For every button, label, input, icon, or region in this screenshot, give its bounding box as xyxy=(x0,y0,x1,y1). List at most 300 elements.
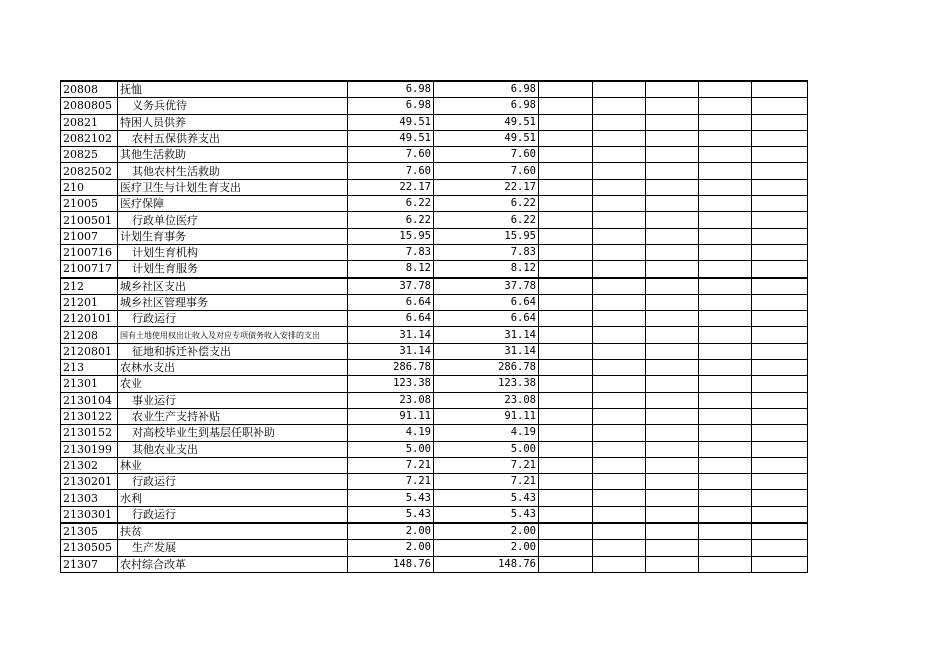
empty-cell[interactable] xyxy=(646,506,699,523)
empty-cell[interactable] xyxy=(593,327,646,343)
empty-cell[interactable] xyxy=(699,278,752,295)
empty-cell[interactable] xyxy=(752,81,808,98)
amount-total-cell[interactable]: 91.11 xyxy=(348,408,434,424)
empty-cell[interactable] xyxy=(539,540,593,556)
empty-cell[interactable] xyxy=(539,130,593,146)
empty-cell[interactable] xyxy=(593,474,646,490)
empty-cell[interactable] xyxy=(593,311,646,327)
empty-cell[interactable] xyxy=(593,425,646,441)
empty-cell[interactable] xyxy=(752,147,808,163)
empty-cell[interactable] xyxy=(539,474,593,490)
table-row xyxy=(61,490,808,506)
table-row xyxy=(61,441,808,457)
account-code-cell[interactable]: 20821 xyxy=(61,114,118,130)
amount-total-cell[interactable]: 6.22 xyxy=(348,196,434,212)
empty-cell[interactable] xyxy=(699,343,752,359)
empty-cell[interactable] xyxy=(699,408,752,424)
empty-cell[interactable] xyxy=(752,228,808,244)
account-code-cell[interactable]: 2120801 xyxy=(61,343,118,359)
empty-cell[interactable] xyxy=(646,196,699,212)
table-row xyxy=(61,244,808,260)
account-code-cell[interactable]: 21307 xyxy=(61,556,118,572)
empty-cell[interactable] xyxy=(646,457,699,473)
empty-cell[interactable] xyxy=(699,163,752,179)
empty-cell[interactable] xyxy=(646,327,699,343)
amount-total-cell[interactable]: 2.00 xyxy=(348,540,434,556)
empty-cell[interactable] xyxy=(699,392,752,408)
table-row xyxy=(61,196,808,212)
account-code-cell[interactable]: 210 xyxy=(61,179,118,195)
empty-cell[interactable] xyxy=(646,523,699,540)
account-name-cell[interactable]: 计划生育事务 xyxy=(118,228,348,244)
empty-cell[interactable] xyxy=(752,327,808,343)
empty-cell[interactable] xyxy=(752,408,808,424)
account-code-cell[interactable]: 2130104 xyxy=(61,392,118,408)
empty-cell[interactable] xyxy=(752,556,808,572)
amount-budget-cell[interactable]: 5.43 xyxy=(434,506,539,523)
empty-cell[interactable] xyxy=(593,114,646,130)
empty-cell[interactable] xyxy=(539,441,593,457)
empty-cell[interactable] xyxy=(752,474,808,490)
amount-budget-cell[interactable]: 6.64 xyxy=(434,294,539,310)
empty-cell[interactable] xyxy=(593,408,646,424)
account-code-cell[interactable]: 20825 xyxy=(61,147,118,163)
account-name-cell[interactable]: 农林水支出 xyxy=(118,360,348,376)
amount-total-cell[interactable]: 7.60 xyxy=(348,147,434,163)
account-code-cell[interactable]: 2120101 xyxy=(61,311,118,327)
amount-budget-cell[interactable]: 7.21 xyxy=(434,474,539,490)
table-row xyxy=(61,474,808,490)
account-name-cell[interactable]: 农村五保供养支出 xyxy=(118,130,348,146)
amount-total-cell[interactable]: 22.17 xyxy=(348,179,434,195)
empty-cell[interactable] xyxy=(752,343,808,359)
amount-budget-cell[interactable]: 286.78 xyxy=(434,360,539,376)
empty-cell[interactable] xyxy=(593,179,646,195)
amount-total-cell[interactable]: 286.78 xyxy=(348,360,434,376)
amount-budget-cell[interactable]: 148.76 xyxy=(434,556,539,572)
empty-cell[interactable] xyxy=(699,130,752,146)
table-row xyxy=(61,212,808,228)
amount-budget-cell[interactable]: 123.38 xyxy=(434,376,539,392)
empty-cell[interactable] xyxy=(646,294,699,310)
table-row xyxy=(61,457,808,473)
table-row xyxy=(61,294,808,310)
empty-cell[interactable] xyxy=(699,244,752,260)
empty-cell[interactable] xyxy=(646,98,699,114)
account-code-cell[interactable]: 2130122 xyxy=(61,408,118,424)
empty-cell[interactable] xyxy=(752,457,808,473)
account-code-cell[interactable]: 2082102 xyxy=(61,130,118,146)
amount-total-cell[interactable]: 123.38 xyxy=(348,376,434,392)
account-name-cell[interactable]: 抚恤 xyxy=(118,81,348,98)
empty-cell[interactable] xyxy=(593,130,646,146)
empty-cell[interactable] xyxy=(593,244,646,260)
amount-total-cell[interactable]: 49.51 xyxy=(348,114,434,130)
account-code-cell[interactable]: 21208 xyxy=(61,327,118,343)
empty-cell[interactable] xyxy=(593,457,646,473)
empty-cell[interactable] xyxy=(646,556,699,572)
account-name-cell[interactable]: 特困人员供养 xyxy=(118,114,348,130)
amount-total-cell[interactable]: 148.76 xyxy=(348,556,434,572)
empty-cell[interactable] xyxy=(593,163,646,179)
amount-budget-cell[interactable]: 2.00 xyxy=(434,540,539,556)
amount-budget-cell[interactable]: 6.22 xyxy=(434,196,539,212)
empty-cell[interactable] xyxy=(699,179,752,195)
account-name-cell[interactable]: 其他农业支出 xyxy=(118,441,348,457)
amount-budget-cell[interactable]: 23.08 xyxy=(434,392,539,408)
account-name-cell[interactable]: 其他农村生活救助 xyxy=(118,163,348,179)
empty-cell[interactable] xyxy=(699,114,752,130)
empty-cell[interactable] xyxy=(539,425,593,441)
table-row xyxy=(61,523,808,540)
account-name-cell[interactable]: 生产发展 xyxy=(118,540,348,556)
empty-cell[interactable] xyxy=(646,212,699,228)
empty-cell[interactable] xyxy=(646,244,699,260)
account-code-cell[interactable]: 2100716 xyxy=(61,244,118,260)
empty-cell[interactable] xyxy=(752,294,808,310)
table-row xyxy=(61,556,808,572)
empty-cell[interactable] xyxy=(646,179,699,195)
amount-total-cell[interactable]: 5.00 xyxy=(348,441,434,457)
empty-cell[interactable] xyxy=(646,311,699,327)
empty-cell[interactable] xyxy=(699,474,752,490)
amount-total-cell[interactable]: 6.98 xyxy=(348,98,434,114)
empty-cell[interactable] xyxy=(539,114,593,130)
account-name-cell[interactable]: 城乡社区支出 xyxy=(118,278,348,295)
amount-total-cell[interactable]: 6.98 xyxy=(348,81,434,98)
account-name-cell[interactable]: 医疗卫生与计划生育支出 xyxy=(118,179,348,195)
empty-cell[interactable] xyxy=(699,360,752,376)
table-row xyxy=(61,360,808,376)
account-code-cell[interactable]: 2080805 xyxy=(61,98,118,114)
empty-cell[interactable] xyxy=(539,457,593,473)
empty-cell[interactable] xyxy=(593,343,646,359)
empty-cell[interactable] xyxy=(539,556,593,572)
empty-cell[interactable] xyxy=(539,212,593,228)
empty-cell[interactable] xyxy=(752,360,808,376)
empty-cell[interactable] xyxy=(752,506,808,523)
amount-budget-cell[interactable]: 31.14 xyxy=(434,343,539,359)
account-name-cell[interactable]: 城乡社区管理事务 xyxy=(118,294,348,310)
amount-budget-cell[interactable]: 6.98 xyxy=(434,98,539,114)
amount-total-cell[interactable]: 49.51 xyxy=(348,130,434,146)
table-row xyxy=(61,540,808,556)
empty-cell[interactable] xyxy=(593,212,646,228)
table-row xyxy=(61,81,808,98)
amount-budget-cell[interactable]: 6.98 xyxy=(434,81,539,98)
empty-cell[interactable] xyxy=(593,261,646,278)
amount-total-cell[interactable]: 6.64 xyxy=(348,311,434,327)
account-code-cell[interactable]: 2130152 xyxy=(61,425,118,441)
amount-budget-cell[interactable]: 37.78 xyxy=(434,278,539,295)
empty-cell[interactable] xyxy=(646,441,699,457)
account-code-cell[interactable]: 2130301 xyxy=(61,506,118,523)
empty-cell[interactable] xyxy=(699,261,752,278)
account-name-cell[interactable]: 农业生产支持补贴 xyxy=(118,408,348,424)
empty-cell[interactable] xyxy=(539,360,593,376)
empty-cell[interactable] xyxy=(752,376,808,392)
table-row xyxy=(61,228,808,244)
table-row xyxy=(61,98,808,114)
account-code-cell[interactable]: 21301 xyxy=(61,376,118,392)
empty-cell[interactable] xyxy=(699,556,752,572)
empty-cell[interactable] xyxy=(699,490,752,506)
amount-budget-cell[interactable]: 7.60 xyxy=(434,147,539,163)
account-code-cell[interactable]: 2130199 xyxy=(61,441,118,457)
empty-cell[interactable] xyxy=(752,441,808,457)
amount-total-cell[interactable]: 31.14 xyxy=(348,327,434,343)
empty-cell[interactable] xyxy=(539,392,593,408)
amount-budget-cell[interactable]: 31.14 xyxy=(434,327,539,343)
table-row xyxy=(61,425,808,441)
empty-cell[interactable] xyxy=(752,163,808,179)
amount-total-cell[interactable]: 6.22 xyxy=(348,212,434,228)
account-code-cell[interactable]: 21005 xyxy=(61,196,118,212)
empty-cell[interactable] xyxy=(699,212,752,228)
amount-total-cell[interactable]: 31.14 xyxy=(348,343,434,359)
empty-cell[interactable] xyxy=(752,98,808,114)
account-name-cell[interactable]: 水利 xyxy=(118,490,348,506)
account-code-cell[interactable]: 2100717 xyxy=(61,261,118,278)
account-name-cell[interactable]: 征地和拆迁补偿支出 xyxy=(118,343,348,359)
account-name-cell[interactable]: 行政运行 xyxy=(118,311,348,327)
empty-cell[interactable] xyxy=(539,163,593,179)
empty-cell[interactable] xyxy=(539,261,593,278)
empty-cell[interactable] xyxy=(752,179,808,195)
empty-cell[interactable] xyxy=(752,392,808,408)
amount-total-cell[interactable]: 4.19 xyxy=(348,425,434,441)
empty-cell[interactable] xyxy=(539,244,593,260)
empty-cell[interactable] xyxy=(699,540,752,556)
empty-cell[interactable] xyxy=(539,98,593,114)
empty-cell[interactable] xyxy=(752,523,808,540)
amount-total-cell[interactable]: 7.60 xyxy=(348,163,434,179)
empty-cell[interactable] xyxy=(646,114,699,130)
table-row xyxy=(61,130,808,146)
empty-cell[interactable] xyxy=(593,228,646,244)
account-name-cell[interactable]: 计划生育机构 xyxy=(118,244,348,260)
empty-cell[interactable] xyxy=(539,81,593,98)
empty-cell[interactable] xyxy=(646,490,699,506)
empty-cell[interactable] xyxy=(646,408,699,424)
empty-cell[interactable] xyxy=(539,506,593,523)
account-name-cell[interactable]: 林业 xyxy=(118,457,348,473)
empty-cell[interactable] xyxy=(699,294,752,310)
empty-cell[interactable] xyxy=(539,327,593,343)
empty-cell[interactable] xyxy=(646,376,699,392)
amount-budget-cell[interactable]: 5.43 xyxy=(434,490,539,506)
account-code-cell[interactable]: 20808 xyxy=(61,81,118,98)
amount-budget-cell[interactable]: 2.00 xyxy=(434,523,539,540)
amount-total-cell[interactable]: 15.95 xyxy=(348,228,434,244)
account-name-cell[interactable]: 农业 xyxy=(118,376,348,392)
empty-cell[interactable] xyxy=(593,278,646,295)
empty-cell[interactable] xyxy=(752,114,808,130)
empty-cell[interactable] xyxy=(646,425,699,441)
empty-cell[interactable] xyxy=(752,278,808,295)
account-name-cell[interactable]: 农村综合改革 xyxy=(118,556,348,572)
empty-cell[interactable] xyxy=(646,474,699,490)
amount-total-cell[interactable]: 7.21 xyxy=(348,457,434,473)
empty-cell[interactable] xyxy=(752,540,808,556)
account-code-cell[interactable]: 21201 xyxy=(61,294,118,310)
amount-total-cell[interactable]: 37.78 xyxy=(348,278,434,295)
empty-cell[interactable] xyxy=(699,441,752,457)
empty-cell[interactable] xyxy=(593,540,646,556)
amount-total-cell[interactable]: 7.83 xyxy=(348,244,434,260)
table-row xyxy=(61,179,808,195)
empty-cell[interactable] xyxy=(646,343,699,359)
empty-cell[interactable] xyxy=(593,556,646,572)
amount-budget-cell[interactable]: 6.64 xyxy=(434,311,539,327)
amount-budget-cell[interactable]: 7.60 xyxy=(434,163,539,179)
empty-cell[interactable] xyxy=(646,228,699,244)
empty-cell[interactable] xyxy=(593,506,646,523)
table-row xyxy=(61,163,808,179)
empty-cell[interactable] xyxy=(752,244,808,260)
amount-budget-cell[interactable]: 91.11 xyxy=(434,408,539,424)
empty-cell[interactable] xyxy=(699,228,752,244)
table-row xyxy=(61,376,808,392)
empty-cell[interactable] xyxy=(539,278,593,295)
account-name-cell[interactable]: 扶贫 xyxy=(118,523,348,540)
table-row xyxy=(61,343,808,359)
empty-cell[interactable] xyxy=(593,98,646,114)
empty-cell[interactable] xyxy=(593,294,646,310)
empty-cell[interactable] xyxy=(699,376,752,392)
empty-cell[interactable] xyxy=(752,261,808,278)
empty-cell[interactable] xyxy=(539,408,593,424)
amount-budget-cell[interactable]: 8.12 xyxy=(434,261,539,278)
expenditure-table xyxy=(60,80,808,573)
table-row xyxy=(61,327,808,343)
account-code-cell[interactable]: 213 xyxy=(61,360,118,376)
account-name-cell[interactable]: 国有土地使用权出让收入及对应专项债务收入安排的支出 xyxy=(118,327,348,343)
account-code-cell[interactable]: 2130201 xyxy=(61,474,118,490)
empty-cell[interactable] xyxy=(646,540,699,556)
empty-cell[interactable] xyxy=(593,376,646,392)
account-name-cell[interactable]: 行政运行 xyxy=(118,506,348,523)
empty-cell[interactable] xyxy=(646,261,699,278)
empty-cell[interactable] xyxy=(699,81,752,98)
empty-cell[interactable] xyxy=(699,327,752,343)
account-code-cell[interactable]: 21303 xyxy=(61,490,118,506)
amount-total-cell[interactable]: 8.12 xyxy=(348,261,434,278)
empty-cell[interactable] xyxy=(646,163,699,179)
empty-cell[interactable] xyxy=(539,179,593,195)
empty-cell[interactable] xyxy=(699,196,752,212)
amount-budget-cell[interactable]: 49.51 xyxy=(434,130,539,146)
empty-cell[interactable] xyxy=(752,311,808,327)
empty-cell[interactable] xyxy=(593,490,646,506)
empty-cell[interactable] xyxy=(539,343,593,359)
empty-cell[interactable] xyxy=(539,376,593,392)
amount-total-cell[interactable]: 5.43 xyxy=(348,490,434,506)
account-name-cell[interactable]: 对高校毕业生到基层任职补助 xyxy=(118,425,348,441)
empty-cell[interactable] xyxy=(593,441,646,457)
amount-total-cell[interactable]: 7.21 xyxy=(348,474,434,490)
empty-cell[interactable] xyxy=(539,490,593,506)
empty-cell[interactable] xyxy=(752,490,808,506)
empty-cell[interactable] xyxy=(699,506,752,523)
account-name-cell[interactable]: 行政单位医疗 xyxy=(118,212,348,228)
account-name-cell[interactable]: 义务兵优待 xyxy=(118,98,348,114)
empty-cell[interactable] xyxy=(539,196,593,212)
amount-budget-cell[interactable]: 5.00 xyxy=(434,441,539,457)
empty-cell[interactable] xyxy=(699,457,752,473)
account-name-cell[interactable]: 事业运行 xyxy=(118,392,348,408)
table-row xyxy=(61,408,808,424)
empty-cell[interactable] xyxy=(539,228,593,244)
empty-cell[interactable] xyxy=(593,147,646,163)
account-code-cell[interactable]: 2100501 xyxy=(61,212,118,228)
table-row xyxy=(61,147,808,163)
empty-cell[interactable] xyxy=(539,294,593,310)
account-name-cell[interactable]: 其他生活救助 xyxy=(118,147,348,163)
empty-cell[interactable] xyxy=(539,523,593,540)
amount-budget-cell[interactable]: 7.21 xyxy=(434,457,539,473)
empty-cell[interactable] xyxy=(699,147,752,163)
account-code-cell[interactable]: 212 xyxy=(61,278,118,295)
amount-budget-cell[interactable]: 49.51 xyxy=(434,114,539,130)
empty-cell[interactable] xyxy=(593,392,646,408)
amount-budget-cell[interactable]: 22.17 xyxy=(434,179,539,195)
empty-cell[interactable] xyxy=(646,81,699,98)
amount-total-cell[interactable]: 5.43 xyxy=(348,506,434,523)
empty-cell[interactable] xyxy=(752,196,808,212)
empty-cell[interactable] xyxy=(539,147,593,163)
empty-cell[interactable] xyxy=(699,98,752,114)
empty-cell[interactable] xyxy=(646,278,699,295)
empty-cell[interactable] xyxy=(646,147,699,163)
account-name-cell[interactable]: 医疗保障 xyxy=(118,196,348,212)
empty-cell[interactable] xyxy=(593,360,646,376)
empty-cell[interactable] xyxy=(593,81,646,98)
table-row xyxy=(61,311,808,327)
amount-budget-cell[interactable]: 6.22 xyxy=(434,212,539,228)
empty-cell[interactable] xyxy=(646,392,699,408)
account-code-cell[interactable]: 21305 xyxy=(61,523,118,540)
empty-cell[interactable] xyxy=(752,130,808,146)
account-code-cell[interactable]: 2082502 xyxy=(61,163,118,179)
amount-total-cell[interactable]: 2.00 xyxy=(348,523,434,540)
empty-cell[interactable] xyxy=(752,425,808,441)
empty-cell[interactable] xyxy=(699,425,752,441)
empty-cell[interactable] xyxy=(752,212,808,228)
account-code-cell[interactable]: 21007 xyxy=(61,228,118,244)
account-name-cell[interactable]: 计划生育服务 xyxy=(118,261,348,278)
amount-total-cell[interactable]: 6.64 xyxy=(348,294,434,310)
empty-cell[interactable] xyxy=(539,311,593,327)
empty-cell[interactable] xyxy=(593,196,646,212)
empty-cell[interactable] xyxy=(593,523,646,540)
empty-cell[interactable] xyxy=(646,360,699,376)
amount-budget-cell[interactable]: 15.95 xyxy=(434,228,539,244)
amount-budget-cell[interactable]: 7.83 xyxy=(434,244,539,260)
account-code-cell[interactable]: 2130505 xyxy=(61,540,118,556)
empty-cell[interactable] xyxy=(699,311,752,327)
empty-cell[interactable] xyxy=(646,130,699,146)
table-body xyxy=(61,81,808,572)
account-code-cell[interactable]: 21302 xyxy=(61,457,118,473)
amount-budget-cell[interactable]: 4.19 xyxy=(434,425,539,441)
table-row xyxy=(61,278,808,295)
table-row xyxy=(61,392,808,408)
table-row xyxy=(61,506,808,523)
account-name-cell[interactable]: 行政运行 xyxy=(118,474,348,490)
empty-cell[interactable] xyxy=(699,523,752,540)
amount-total-cell[interactable]: 23.08 xyxy=(348,392,434,408)
